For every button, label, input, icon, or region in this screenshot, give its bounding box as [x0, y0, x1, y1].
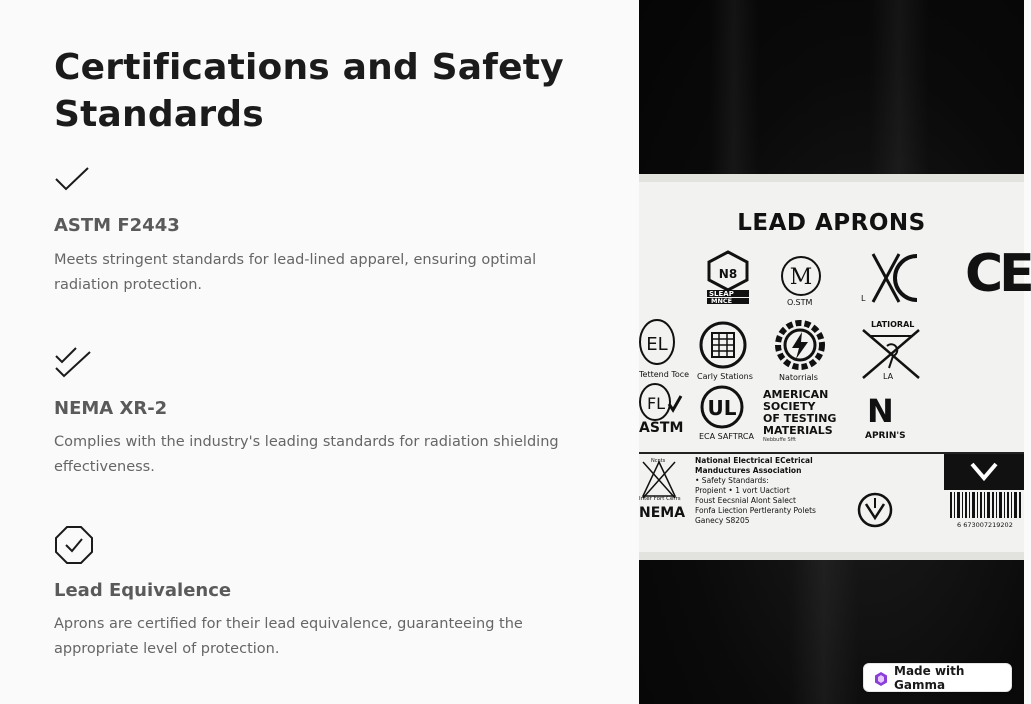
n-logo: N — [867, 392, 894, 430]
svg-text:M: M — [789, 265, 813, 290]
label-stitch-edge — [639, 174, 1024, 182]
item-heading-astm: ASTM F2443 — [54, 215, 180, 236]
gamma-logo-icon — [874, 671, 888, 685]
nema-line: National Electrical ECetrical — [695, 456, 813, 465]
symbol-caption: ECA SAFTRCA — [699, 432, 754, 441]
nema-mark: NEMA — [639, 505, 686, 521]
double-check-icon — [54, 346, 92, 384]
astm-society-text — [763, 389, 836, 437]
symbol-caption: Natorrials — [779, 373, 818, 382]
symbol-caption: SLEAP — [709, 290, 734, 298]
society-line: AMERICAN — [763, 388, 829, 401]
apron-label-photo — [639, 0, 1031, 704]
barcode-icon — [944, 490, 1024, 520]
item-description-nema: Complies with the industry's leading standards for radiation shielding effectiveness. — [54, 434, 559, 475]
aprins-mark: APRIN'S — [865, 431, 906, 441]
society-subtext: Nebbuffe Sfft — [763, 437, 797, 443]
ostm-circle-icon — [779, 252, 823, 302]
el-circle-icon — [639, 318, 679, 374]
check-icon — [54, 166, 90, 198]
nema-line: • Safety Standards: — [695, 476, 769, 485]
ul-circle-icon — [699, 384, 745, 434]
station-grid-icon — [699, 320, 747, 374]
society-line: SOCIETY — [763, 400, 816, 413]
ce-mark: CE — [965, 244, 1031, 304]
nema-description — [695, 456, 855, 526]
society-line: MATERIALS — [763, 424, 833, 437]
lead-apron-label — [639, 174, 1031, 560]
check-badge-icon — [54, 525, 94, 569]
symbol-caption: LA — [883, 372, 894, 381]
item-heading-lead-equivalence: Lead Equivalence — [54, 580, 232, 601]
svg-text:EL: EL — [646, 334, 668, 355]
svg-text:N8: N8 — [718, 267, 738, 281]
label-stitch-edge — [639, 552, 1024, 560]
page-title: Certifications and Safety Standards — [54, 47, 564, 135]
seal-icon — [857, 492, 893, 532]
fabric-fold — [709, 0, 759, 174]
nema-line: Manductures Association — [695, 466, 802, 475]
badge-label: Made with Gamma — [894, 663, 965, 692]
nema-line: Propient • 1 vort Uactiort — [695, 486, 790, 495]
symbol-caption: Ncnts — [651, 458, 666, 464]
symbol-caption: Tettend Toce — [639, 370, 690, 379]
symbol-caption: MNCE — [711, 297, 733, 305]
society-line: OF TESTING — [763, 412, 837, 425]
symbol-caption: LATIORAL — [871, 320, 915, 329]
fabric-fold — [789, 560, 859, 704]
lightning-gear-icon — [773, 318, 827, 376]
symbol-caption: L — [861, 294, 866, 303]
item-description-lead-equivalence: Aprons are certified for their lead equivalence, guaranteeing the appropriate level of protection. — [54, 616, 523, 657]
astm-mark: ASTM — [639, 420, 684, 436]
nema-line: Fonfa Liection Pertleranty Polets — [695, 506, 816, 515]
item-heading-nema: NEMA XR-2 — [54, 398, 168, 419]
symbol-caption: O.STM — [787, 298, 813, 307]
label-title: LEAD APRONS — [737, 210, 926, 236]
made-with-gamma-badge[interactable] — [863, 663, 1012, 692]
svg-text:UL: UL — [707, 396, 737, 420]
crescent-mark-icon — [865, 250, 929, 310]
brand-block — [944, 454, 1024, 490]
svg-text:FL: FL — [646, 394, 666, 413]
fabric-fold — [869, 0, 929, 174]
barcode-number: 6 673007219202 — [957, 521, 1013, 529]
nema-line: Ganecy S8205 — [695, 516, 750, 525]
nema-line: Foust Eecsnial Alont Salect — [695, 496, 796, 505]
item-description-astm: Meets stringent standards for lead-lined apparel, ensuring optimal radiation protection. — [54, 252, 537, 293]
symbol-caption: Carly Stations — [697, 372, 753, 381]
symbol-caption: Inter Fort Cerrs — [639, 496, 681, 502]
